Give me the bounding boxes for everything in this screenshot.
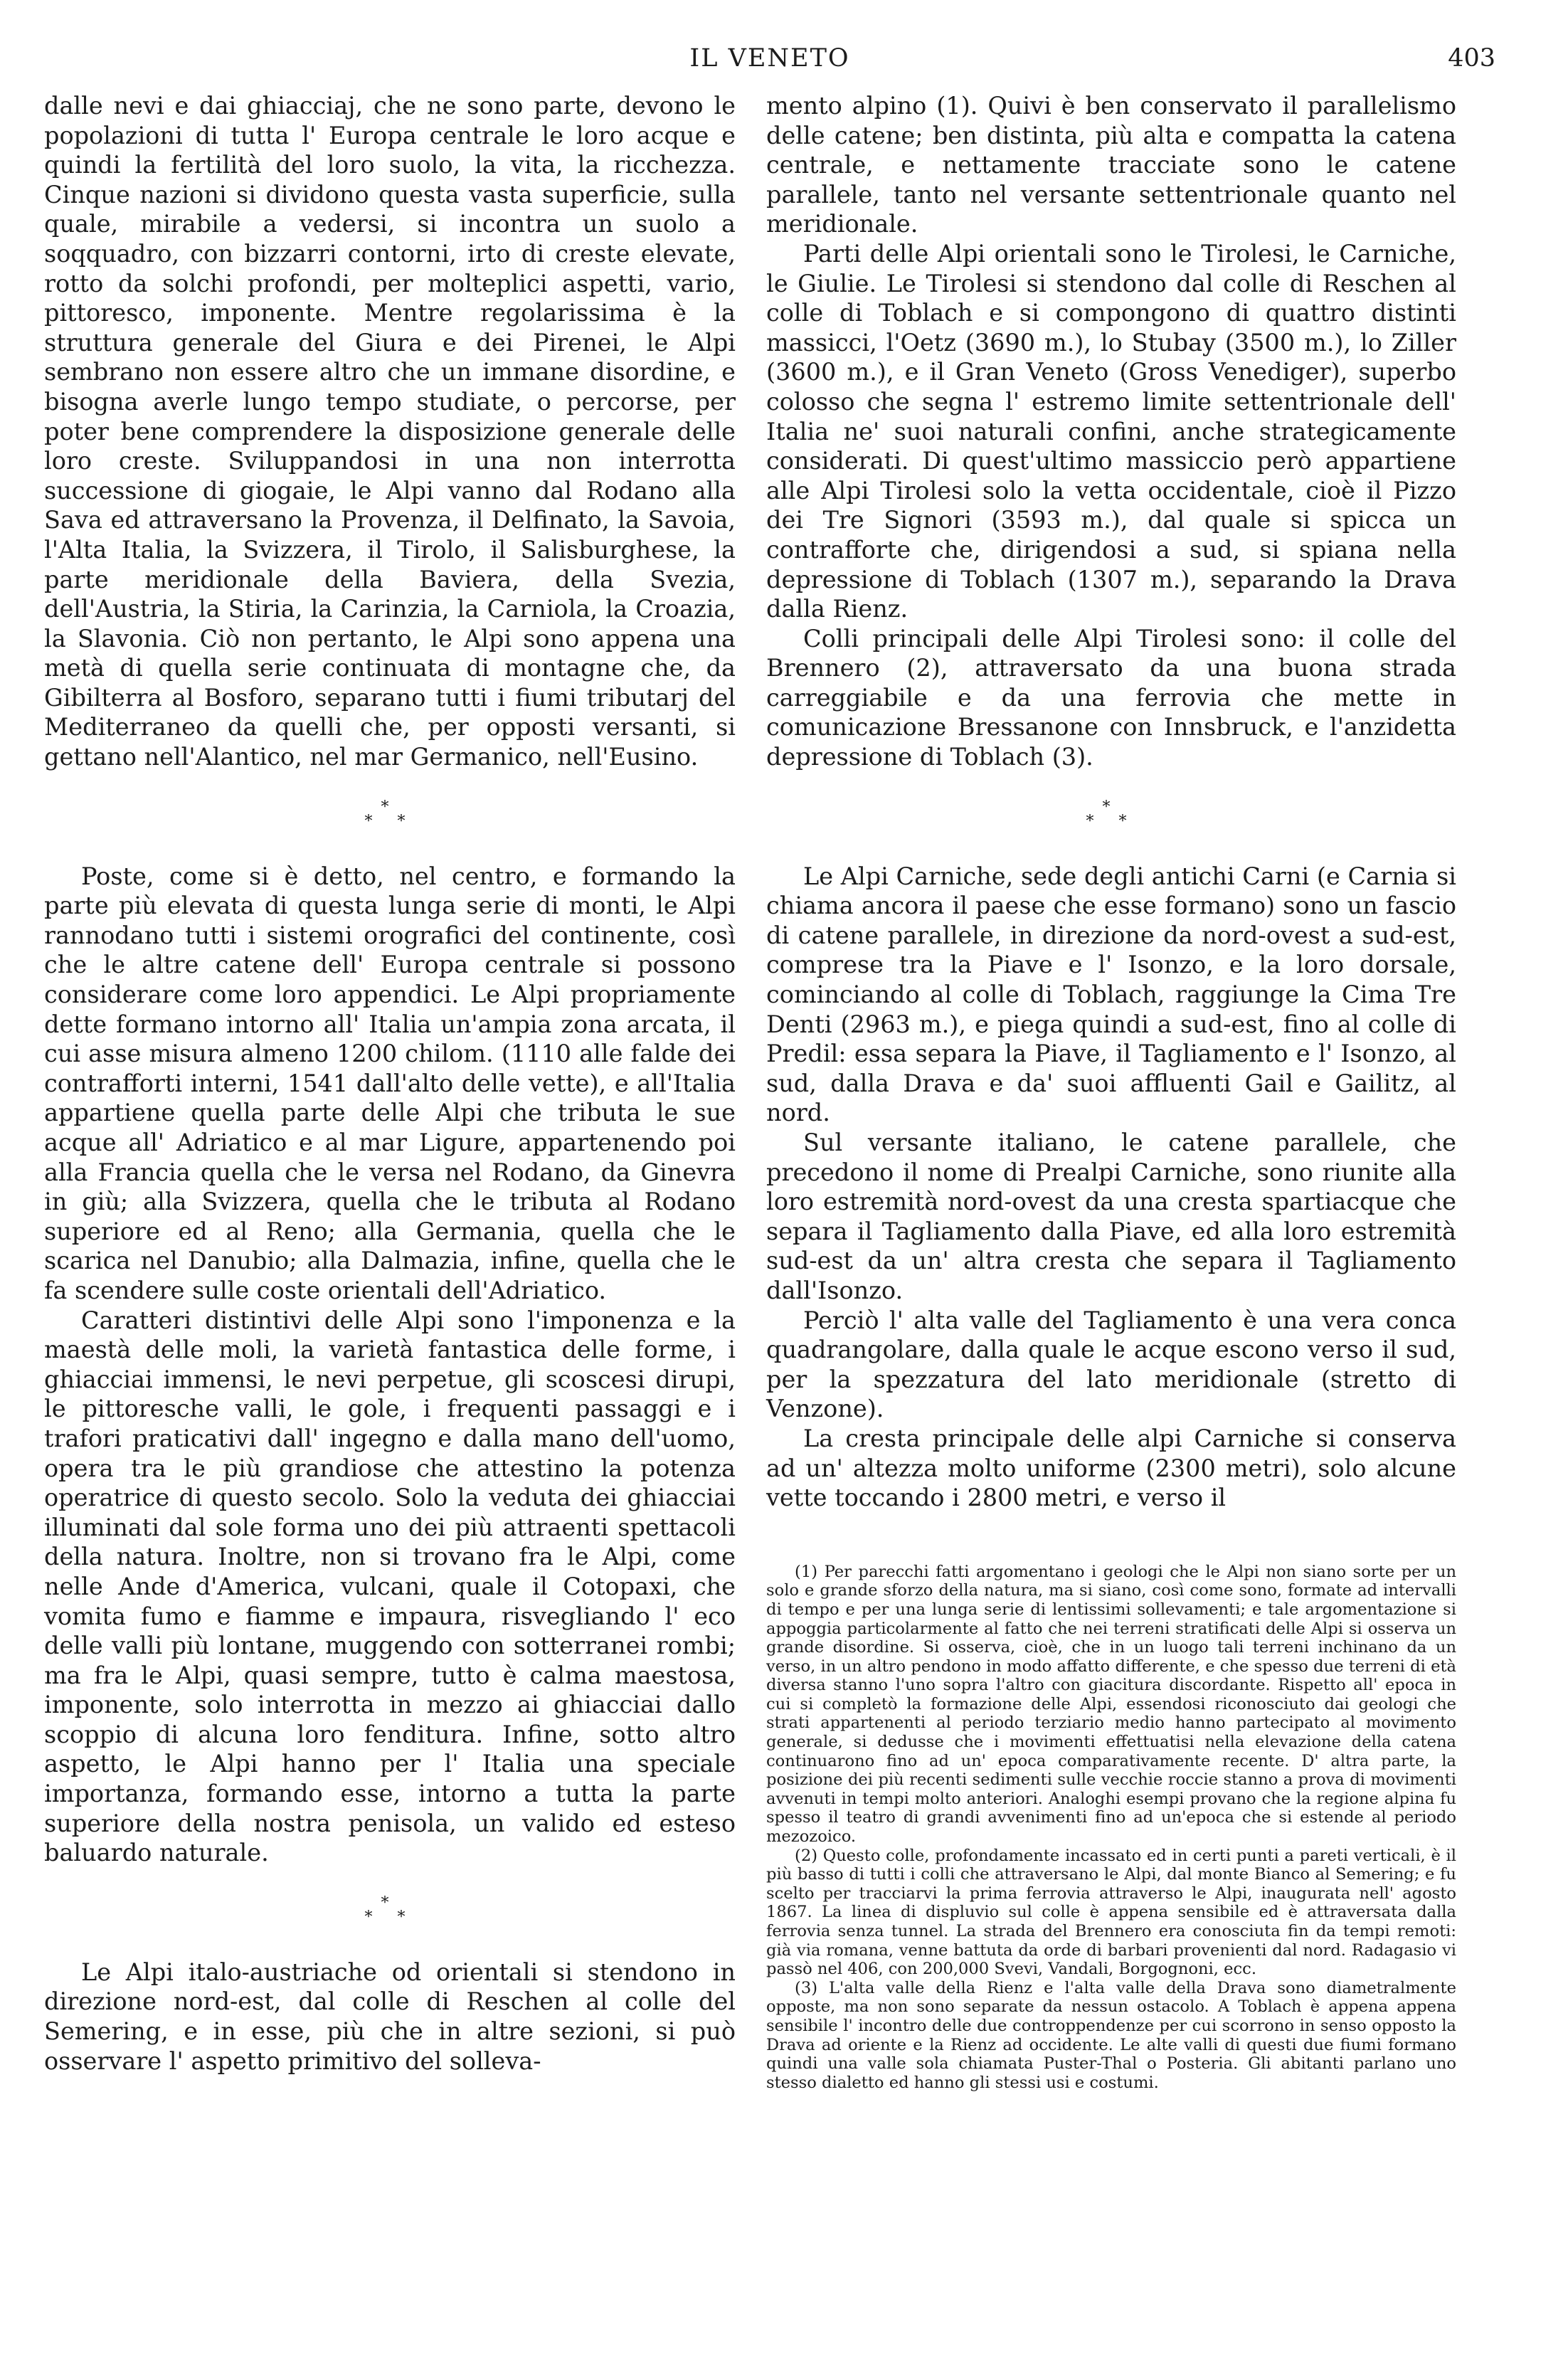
paragraph: Perciò l' alta valle del Tagliamento è una vera conca quadrangolare, dalla quale le acque escono verso il sud, per la spezzatura del lato meridionale (stretto di Venzone).: [766, 1306, 1456, 1423]
paragraph: Colli principali delle Alpi Tirolesi sono: il colle del Brennero (2), attraversato da una buona strada carreggiabile e da una ferrovia che mette in comunicazione Bressanone con Innsbruck, e l'anzidetta depressione di Toblach (3).: [766, 624, 1456, 771]
paragraph: Poste, come si è detto, nel centro, e formando la parte più elevata di questa lunga serie di monti, le Alpi rannodano tutti i sistemi orografici del continente, così che le altre catene dell' Europa centrale si possono considerare come loro appendici. Le Alpi propriamente dette formano intorno all' Italia un'ampia zona arcata, il cui asse misura almeno 1200 chilom. (1110 alle falde dei contrafforti interni, 1541 dall'alto delle vette), e all'Italia appartiene quella parte delle Alpi che tributa le sue acque all' Adriatico e al mar Ligure, appartenendo poi alla Francia quella che le versa nel Rodano, da Ginevra in giù; alla Svizzera, quella che le tributa al Rodano superiore ed al Reno; alla Germania, quella che le scarica nel Danubio; alla Dalmazia, infine, quella che le fa scendere sulle coste orientali dell'Adriatico.: [44, 862, 736, 1304]
right-column: [766, 91, 1456, 2092]
paragraph: Le Alpi Carniche, sede degli antichi Carni (e Carnia si chiama ancora il paese che esse formano) sono un fascio di catene parallele, in direzione da nord-ovest a sud-est, comprese tra la Piave e l' Isonzo, e la loro dorsale, cominciando al colle di Toblach, raggiunge la Cima Tre Denti (2963 m.), e piega quindi a sud-est, fino al colle di Predil: essa separa la Piave, il Tagliamento e l' Isonzo, al sud, dalla Drava e da' suoi affluenti Gail e Gailitz, al nord.: [766, 862, 1456, 1127]
paragraph: Caratteri distintivi delle Alpi sono l'imponenza e la maestà delle moli, la varietà fantastica delle forme, i ghiacciai immensi, le nevi perpetue, gli scoscesi dirupi, le pittoresche valli, le gole, i frequenti passaggi e i trafori praticativi dall' ingegno e dalla mano dell'uomo, opera tra le più grandiose che attestino la potenza operatrice di questo secolo. Solo la veduta dei ghiacciai illuminati dal sole forma uno dei più attraenti spettacoli della natura. Inoltre, non si trovano fra le Alpi, come nelle Ande d'America, vulcani, quale il Cotopaxi, che vomita fumo e fiamme e impaura, risvegliando l' eco delle valli più lontane, muggendo con sotterranei rombi; ma fra le Alpi, quasi sempre, tutto è calma maestosa, imponente, solo interrotta in mezzo ai ghiacciai dallo scoppio di alcuna loro fenditura. Infine, sotto altro aspetto, le Alpi hanno per l' Italia una speciale importanza, formando esse, intorno a tutta la parte superiore della nostra penisola, un valido ed esteso baluardo naturale.: [44, 1306, 736, 1867]
paragraph: Sul versante italiano, le catene parallele, che precedono il nome di Prealpi Carniche, sono riunite alla loro estremità nord-ovest da una cresta spartiacque che separa il Tagliamento dalla Piave, ed alla loro estremità sud-est da un' altra cresta che separa il Tagliamento dall'Isonzo.: [766, 1129, 1456, 1304]
left-column: [44, 91, 736, 2076]
footnotes: [766, 1563, 1456, 2093]
footnote: (1) Per parecchi fatti argomentano i geologi che le Alpi non siano sorte per un solo e grande sforzo della natura, ma si siano, così come sono, formate ad intervalli di tempo e per una lunga serie di lentissimi sollevamenti; e tale argomentazione si appoggia particolarmente al fatto che nei terreni stratificati delle Alpi si osserva un grande disordine. Si osserva, cioè, che in un luogo tali terreni inchinano da un verso, in un altro pendono in modo affatto differente, e che spesso due terreni di età diversa stanno l'uno sopra l'altro con giacitura discordante. Rispetto all' epoca in cui si completò la formazione delle Alpi, essendosi riconosciuto dai geologi che strati appartenenti al periodo terziario medio hanno partecipato al movimento generale, si dedusse che i movimenti effettuatisi nella elevazione della catena continuarono fino ad un' epoca comparativamente recente. D' altra parte, la posizione dei più recenti sedimenti sulle vecchie roccie stanno a prova di movimenti avvenuti in tempi molto anteriori. Analoghi esempi provano che la regione alpina fu spesso il teatro di grandi avvenimenti fino ad un'epoca che si estende al periodo mezozoico.: [766, 1562, 1456, 1847]
paragraph: La cresta principale delle alpi Carniche si conserva ad un' altezza molto uniforme (2300 metri), solo alcune vette toccando i 2800 metri, e verso il: [766, 1424, 1456, 1512]
page-number: 403: [1448, 44, 1495, 73]
paragraph: mento alpino (1). Quivi è ben conservato il parallelismo delle catene; ben distinta, più alta e compatta la catena centrale, e nettamente tracciate sono le catene parallele, tanto nel versante settentrionale quanto nel meridionale.: [766, 92, 1456, 238]
paragraph: dalle nevi e dai ghiacciaj, che ne sono parte, devono le popolazioni di tutta l' Europa centrale le loro acque e quindi la fertilità del loro suolo, la vita, la ricchezza. Cinque nazioni si dividono questa vasta superficie, sulla quale, mirabile a vedersi, si incontra un suolo a soqquadro, con bizzarri contorni, irto di creste elevate, rotto da solchi profondi, per molteplici aspetti, vario, pittoresco, imponente. Mentre regolarissima è la struttura generale del Giura e dei Pirenei, le Alpi sembrano non essere altro che un immane disordine, e bisogna averle lungo tempo studiate, o percorse, per poter bene comprendere la disposizione generale delle loro creste. Sviluppandosi in una non interrotta successione di giogaie, le Alpi vanno dal Rodano alla Sava ed attraversano la Provenza, il Delfinato, la Savoia, l'Alta Italia, la Svizzera, il Tirolo, il Salisburghese, la parte meridionale della Baviera, della Svezia, dell'Austria, la Stiria, la Carinzia, la Carniola, la Croazia, la Slavonia. Ciò non pertanto, le Alpi sono appena una metà di quella serie continuata di montagne che, da Gibilterra al Bosforo, separano tutti i fiumi tributarj del Mediterraneo da quelli che, per opposti versanti, si gettano nell'Alantico, nel mar Germanico, nell'Eusino.: [44, 92, 736, 771]
section-separator: * * *: [364, 1893, 415, 1926]
running-header: [44, 44, 1495, 87]
section-separator: * * *: [364, 798, 415, 830]
paragraph: Parti delle Alpi orientali sono le Tirolesi, le Carniche, le Giulie. Le Tirolesi si stendono dal colle di Reschen al colle di Toblach e si compongono di quattro distinti massicci, l'Oetz (3690 m.), lo Stubay (3500 m.), lo Ziller (3600 m.), e il Gran Veneto (Gross Venediger), superbo colosso che segna l' estremo limite settentrionale dell' Italia ne' suoi naturali confini, anche strategicamente considerati. Di quest'ultimo massiccio però appartiene alle Alpi Tirolesi solo la vetta occidentale, cioè il Pizzo dei Tre Signori (3593 m.), dal quale si spicca un contrafforte che, dirigendosi a sud, si spiana nella depressione di Toblach (1307 m.), separando la Drava dalla Rienz.: [766, 239, 1456, 623]
footnote: (2) Questo colle, profondamente incassato ed in certi punti a pareti verticali, è il più basso di tutti i colli che attraversano le Alpi, dal monte Bianco al Semering; e fu scelto per tracciarvi la prima ferrovia attraverso le Alpi, inaugurata nell' agosto 1867. La linea di displuvio sul colle è appena sensibile ed è attraversata dalla ferrovia senza tunnel. La strada del Brennero era conosciuta fin da tempi remoti: già via romana, venne battuta da orde di barbari provenienti dal nord. Radagasio vi passò nel 406, con 200,000 Svevi, Vandali, Borgognoni, ecc.: [766, 1846, 1456, 1979]
running-title: IL VENETO: [689, 44, 850, 73]
section-separator: * * *: [1086, 798, 1137, 830]
footnote: (3) L'alta valle della Rienz e l'alta valle della Drava sono diametralmente opposte, ma non sono separate da nessun ostacolo. A Toblach è appena appena sensibile l' incontro delle due controppendenze per cui scorrono in senso opposto la Drava ad oriente e la Rienz ad occidente. Le alte valli di questi due fiumi formano quindi una valle sola chiamata Puster-Thal o Posteria. Gli abitanti parlano uno stesso dialetto ed hanno gli stessi usi e costumi.: [766, 1978, 1456, 2092]
paragraph: Le Alpi italo-austriache od orientali si stendono in direzione nord-est, dal colle di Reschen al colle del Semering, e in esse, più che in altre sezioni, si può osservare l' aspetto primitivo del solleva-: [44, 1958, 736, 2075]
